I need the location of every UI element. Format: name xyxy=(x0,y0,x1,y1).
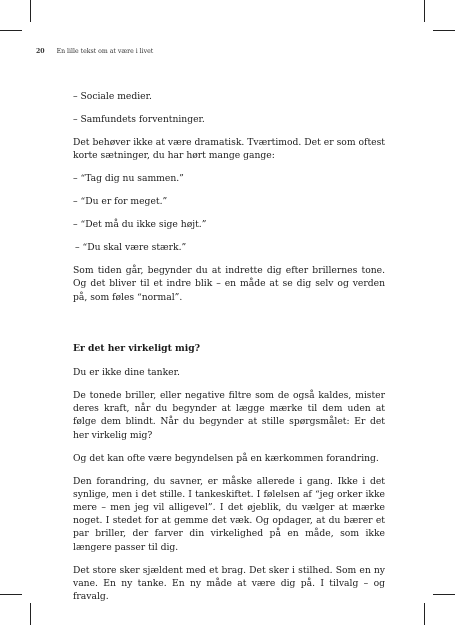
quote-item: – “Du skal være stærk.” xyxy=(75,242,187,254)
quote-item: – “Tag dig nu sammen.” xyxy=(73,173,184,185)
crop-mark-bottom-left-vertical xyxy=(30,603,31,625)
crop-mark-bottom-right-vertical xyxy=(424,603,425,625)
paragraph: De tonede briller, eller negative filtre som de også kaldes, mister deres kraft, når du begynder at lægge mærke til dem uden at følge dem blindt. Når du begynder at stille spørgsmålet: Er det her virkelig mig? xyxy=(73,390,385,441)
crop-mark-bottom-left-horizontal xyxy=(0,594,22,595)
crop-mark-top-left-horizontal xyxy=(0,30,22,31)
running-title: En lille tekst om at være i livet xyxy=(56,48,154,55)
paragraph: Det behøver ikke at være dramatisk. Tværtimod. Det er som oftest korte sætninger, du har hørt mange gange: xyxy=(73,137,385,162)
paragraph: Som tiden går, begynder du at indrette dig efter brillernes tone. Og det bliver til et indre blik – en måde at se dig selv og verden på, som føles “normal”. xyxy=(73,265,385,303)
list-item-samfundets-forventninger: – Samfundets forventninger. xyxy=(73,114,205,125)
paragraph: Den forandring, du savner, er måske allerede i gang. Ikke i det synlige, men i det stille. I tankeskiftet. I følelsen af “jeg orker ikke mere – men jeg vil alligevel”. I det øjeblik, du vælger at mærke noget. I stedet for at gemme det væk. Og opdager, at du bærer et par briller, der farver din virkelighed på en måde, som ikke længere passer til dig. xyxy=(73,475,385,553)
quote-item: – “Du er for meget.” xyxy=(73,196,168,208)
crop-mark-top-right-vertical xyxy=(424,0,425,22)
section-heading: Er det her virkeligt mig? xyxy=(73,342,201,354)
paragraph: Og det kan ofte være begyndelsen på en kærkommen forandring. xyxy=(73,452,379,464)
paragraph: Du er ikke dine tanker. xyxy=(73,367,180,379)
page-number: 20 xyxy=(36,48,45,55)
list-item-sociale-medier: – Sociale medier. xyxy=(73,91,152,102)
body-text xyxy=(73,90,385,613)
quote-item: – “Det må du ikke sige højt.” xyxy=(73,219,207,231)
paragraph: Det store sker sjældent med et brag. Det sker i stilhed. Som en ny vane. En ny tanke. En ny måde at være dig på. I tilvalg – og fravalg. xyxy=(73,564,385,603)
crop-mark-top-right-horizontal xyxy=(433,30,455,31)
running-header xyxy=(36,48,153,55)
crop-mark-top-left-vertical xyxy=(30,0,31,22)
crop-mark-bottom-right-horizontal xyxy=(433,594,455,595)
